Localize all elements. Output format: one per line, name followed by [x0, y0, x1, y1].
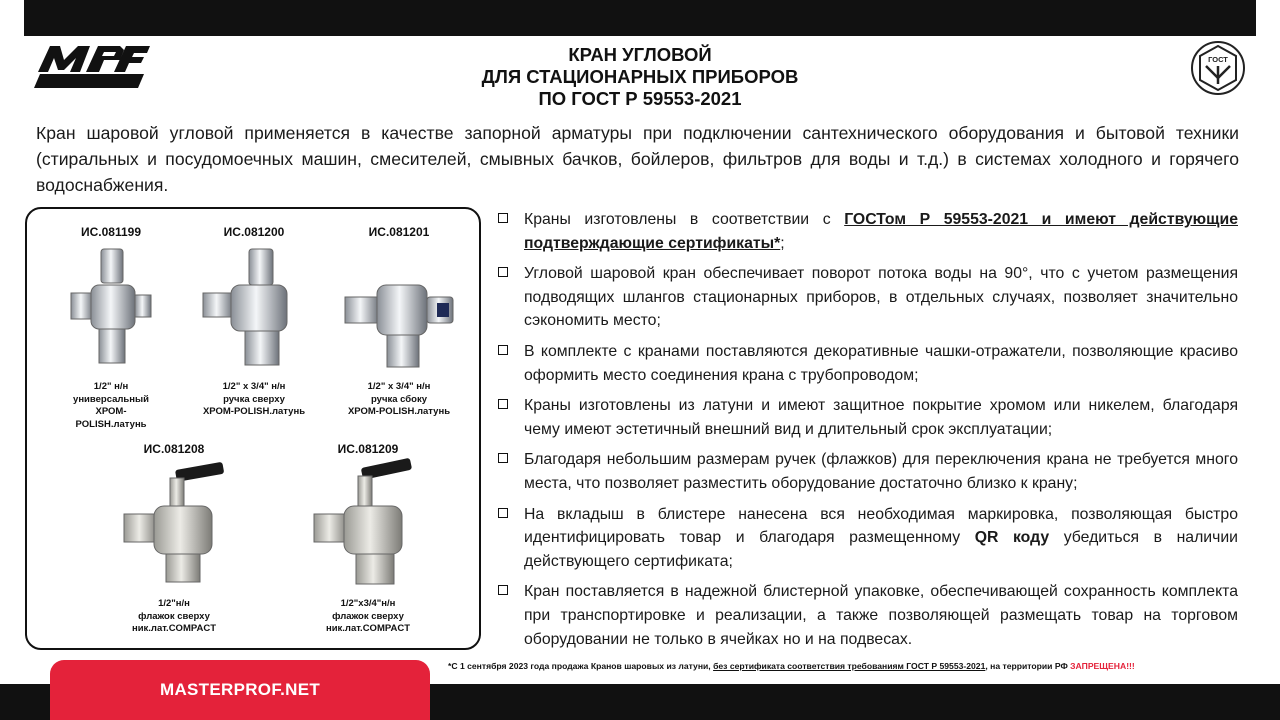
title-line-2: ДЛЯ СТАЦИОНАРНЫХ ПРИБОРОВ — [481, 66, 799, 87]
product-size: 1/2"х3/4"н/н — [340, 598, 396, 609]
bullet-text: ; — [780, 234, 785, 252]
bullet-emphasis: ГОСТом Р 59553-2021 и имеют действующие подтверждающие сертификаты* — [524, 211, 1238, 252]
mpf-logo — [34, 44, 150, 88]
website-link[interactable]: MASTERPROF.NET — [160, 680, 321, 699]
product-size: 1/2" н/н — [93, 381, 129, 392]
checkbox-bullet-icon — [498, 585, 508, 595]
intro-paragraph: Кран шаровой угловой применяется в качестве запорной арматуры при подключении сантехнического оборудования и бытовой техники (стиральных и посудомоечных машин, смесителей, смывных бачков, бойлеров, фильтров для воды и т.д.) в системах холодного и горячего водоснабжения. — [36, 123, 1239, 195]
legal-footnote — [448, 661, 1248, 671]
page-title — [380, 44, 900, 110]
product-material: ХРОМ-POLISH.латунь — [75, 406, 147, 430]
product-material: ХРОМ-POLISH.латунь — [202, 406, 306, 417]
product-material: ХРОМ-POLISH.латунь — [347, 406, 451, 417]
website-tab[interactable] — [50, 660, 430, 720]
list-item — [496, 394, 1238, 441]
bullet-text: убедиться в наличии действующего сертификата; — [524, 529, 1238, 570]
product-size: 1/2" х 3/4" н/н — [222, 381, 286, 392]
nickel-valve-image — [114, 456, 234, 596]
checkbox-bullet-icon — [498, 213, 508, 223]
features-list — [496, 208, 1238, 658]
top-bar — [0, 0, 1280, 36]
product-size: 1/2" х 3/4" н/н — [367, 381, 431, 392]
product-type: флажок сверху — [138, 610, 210, 622]
footnote-warning: ЗАПРЕЩЕНА!!! — [1070, 661, 1135, 671]
list-item — [496, 340, 1238, 387]
product-code: ИС.081200 — [223, 225, 285, 239]
product-type: ручка сверху — [223, 393, 285, 405]
bullet-emphasis: QR коду — [974, 529, 1050, 547]
list-item — [496, 448, 1238, 495]
gost-mark-icon — [1190, 40, 1246, 96]
footnote-text: *С 1 сентября 2023 года продажа Кранов шаровых из латуни, — [448, 661, 714, 671]
checkbox-bullet-icon — [498, 453, 508, 463]
product-card — [189, 225, 319, 419]
chrome-valve-image — [199, 239, 309, 379]
bullet-text: На вкладыш в блистере нанесена вся необходимая маркировка, позволяющая быстро идентифицировать товар и благодаря размещенному — [524, 505, 1238, 547]
footnote-text: , на территории РФ — [985, 661, 1071, 671]
checkbox-bullet-icon — [498, 345, 508, 355]
product-card — [109, 442, 239, 636]
top-bar-fill — [24, 0, 1256, 36]
bullet-text: В комплекте с кранами поставляются декоративные чашки-отражатели, позволяющие красиво оформить место соединения крана с трубопроводом; — [524, 342, 1238, 384]
product-material: ник.лат.COMPACT — [131, 623, 217, 634]
bullet-text: Угловой шаровой кран обеспечивает поворот потока воды на 90°, что с учетом размещения подводящих шлангов стационарных приборов, в отдельных случаях, позволяет значительно сэкономить место; — [524, 265, 1238, 330]
chrome-valve-image — [63, 239, 159, 379]
product-code: ИС.081209 — [337, 442, 399, 456]
chrome-valve-image — [339, 239, 459, 379]
list-item — [496, 503, 1238, 574]
footnote-underlined: без сертификата соответствия требованиям ГОСТ Р 59553-2021 — [713, 661, 986, 671]
product-type: флажок сверху — [332, 610, 404, 622]
bullet-text: Краны изготовлены из латуни и имеют защитное покрытие хромом или никелем, благодаря чему имеют эстетичный внешний вид и длительный срок эксплуатации; — [524, 397, 1238, 438]
product-code: ИС.081199 — [80, 225, 141, 239]
product-code: ИС.081208 — [143, 442, 205, 456]
bullet-text: Краны изготовлены в соответствии с — [524, 211, 845, 228]
gost-mark-text: ГОСТ — [1208, 55, 1228, 64]
product-card — [331, 225, 467, 419]
product-type: ручка сбоку — [370, 393, 428, 405]
product-type: универсальный — [73, 393, 149, 405]
title-line-3: ПО ГОСТ Р 59553-2021 — [538, 88, 742, 109]
product-size: 1/2"н/н — [158, 598, 190, 609]
bullet-text: Кран поставляется в надежной блистерной упаковке, обеспечивающей сохранность комплекта при транспортировке и реализации, а также позволяющей размещать товар на торговом оборудовании не только в ячейках но и на подвесах. — [524, 583, 1238, 648]
nickel-valve-image — [308, 456, 428, 596]
list-item — [496, 208, 1238, 255]
checkbox-bullet-icon — [498, 508, 508, 518]
checkbox-bullet-icon — [498, 267, 508, 277]
product-material: ник.лат.COMPACT — [325, 623, 411, 634]
product-card — [303, 442, 433, 636]
product-card — [63, 225, 159, 431]
bullet-text: Благодаря небольшим размерам ручек (флажков) для переключения крана не требуется много места, что позволяет разместить оборудование достаточно близко к крану; — [524, 451, 1238, 492]
checkbox-bullet-icon — [498, 399, 508, 409]
list-item — [496, 262, 1238, 333]
title-line-1: КРАН УГЛОВОЙ — [568, 44, 712, 65]
products-panel — [25, 207, 481, 650]
product-code: ИС.081201 — [368, 225, 430, 239]
list-item — [496, 580, 1238, 651]
